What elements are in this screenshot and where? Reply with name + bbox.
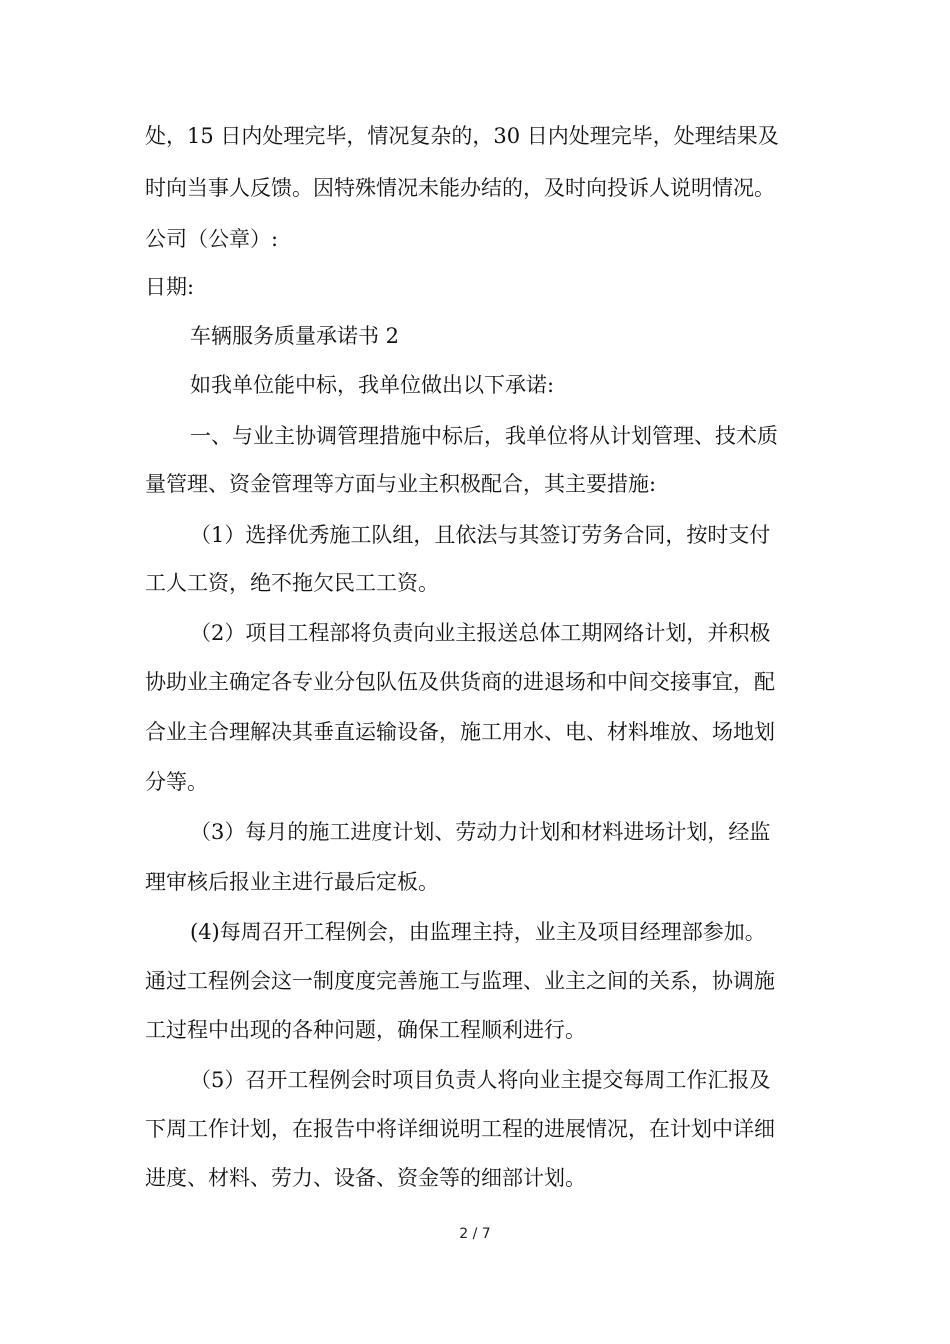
text-line: （2）项目工程部将负责向业主报送总体工期网络计划，并积极 xyxy=(190,621,771,645)
text-line: (4)每周召开工程例会，由监理主持，业主及项目经理部参加。 xyxy=(190,920,766,944)
text-line: 下周工作计划，在报告中将详细说明工程的进展情况，在计划中详细 xyxy=(145,1117,775,1141)
text-line: 协助业主确定各专业分包队伍及供货商的进退场和中间交接事宜，配 xyxy=(145,670,775,694)
text-line: 处，15 日内处理完毕，情况复杂的，30 日内处理完毕，处理结果及 xyxy=(145,124,779,148)
section-title: 车辆服务质量承诺书 2 xyxy=(190,324,400,348)
text-line: 一、与业主协调管理措施中标后，我单位将从计划管理、技术质 xyxy=(190,424,778,448)
text-line: 如我单位能中标，我单位做出以下承诺: xyxy=(190,373,555,397)
text-line: 工人工资，绝不拖欠民工工资。 xyxy=(145,571,439,595)
text-line: （3）每月的施工进度计划、劳动力计划和材料进场计划，经监 xyxy=(190,820,771,844)
text-line: 时向当事人反馈。因特殊情况未能办结的，及时向投诉人说明情况。 xyxy=(145,176,775,200)
text-line: 合业主合理解决其垂直运输设备，施工用水、电、材料堆放、场地划 xyxy=(145,720,775,744)
text-line: （5）召开工程例会时项目负责人将向业主提交每周工作汇报及 xyxy=(190,1068,771,1092)
text-line: （1）选择优秀施工队组，且依法与其签订劳务合同，按时支付 xyxy=(190,523,771,547)
text-line: 通过工程例会这一制度度完善施工与监理、业主之间的关系，协调施 xyxy=(145,969,775,993)
company-seal-line: 公司（公章）: xyxy=(145,227,279,251)
text-line: 理审核后报业主进行最后定板。 xyxy=(145,870,439,894)
page-number: 2 / 7 xyxy=(459,1226,491,1242)
text-line: 分等。 xyxy=(145,770,208,794)
date-line: 日期: xyxy=(145,275,195,299)
text-line: 工过程中出现的各种问题，确保工程顺利进行。 xyxy=(145,1018,586,1042)
text-line: 进度、材料、劳力、设备、资金等的细部计划。 xyxy=(145,1166,586,1190)
text-line: 量管理、资金管理等方面与业主积极配合，其主要措施: xyxy=(145,472,657,496)
